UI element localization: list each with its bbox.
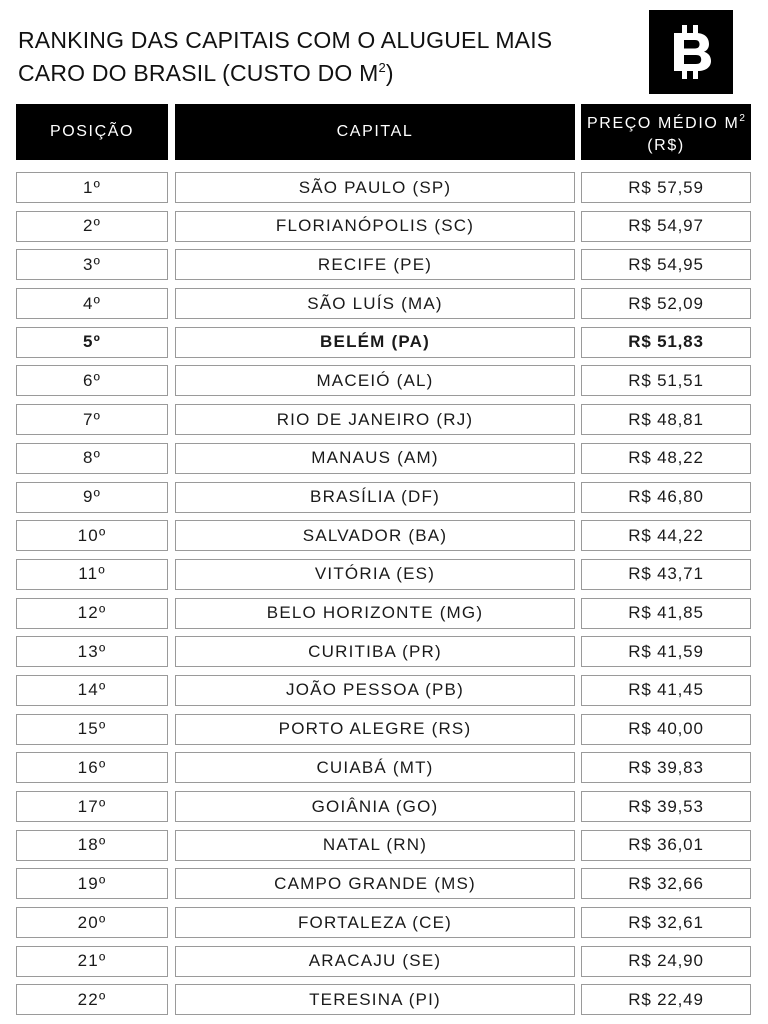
- table-row: [0, 636, 768, 675]
- table-row: [0, 249, 768, 288]
- capital-cell: TERESINA (PI): [175, 984, 575, 1015]
- capital-cell: FORTALEZA (CE): [175, 907, 575, 938]
- table-row: [0, 868, 768, 907]
- header-price-label: PREÇO MÉDIO M: [587, 114, 740, 132]
- table-row: [0, 714, 768, 753]
- bitcoin-b-icon: [664, 23, 718, 81]
- capital-cell: FLORIANÓPOLIS (SC): [175, 211, 575, 242]
- capital-cell: RECIFE (PE): [175, 249, 575, 280]
- price-cell: R$ 39,83: [581, 752, 751, 783]
- table-row: [0, 327, 768, 366]
- price-cell: R$ 46,80: [581, 482, 751, 513]
- capital-cell: JOÃO PESSOA (PB): [175, 675, 575, 706]
- price-cell: R$ 48,22: [581, 443, 751, 474]
- position-cell: 20º: [16, 907, 168, 938]
- position-cell: 8º: [16, 443, 168, 474]
- price-cell: R$ 41,85: [581, 598, 751, 629]
- capital-cell: PORTO ALEGRE (RS): [175, 714, 575, 745]
- title-line-1: RANKING DAS CAPITAIS COM O ALUGUEL MAIS: [18, 27, 553, 53]
- capital-cell: SALVADOR (BA): [175, 520, 575, 551]
- position-cell: 16º: [16, 752, 168, 783]
- position-cell: 9º: [16, 482, 168, 513]
- capital-cell: SÃO PAULO (SP): [175, 172, 575, 203]
- table-row: [0, 791, 768, 830]
- capital-cell: BELO HORIZONTE (MG): [175, 598, 575, 629]
- position-cell: 7º: [16, 404, 168, 435]
- price-cell: R$ 57,59: [581, 172, 751, 203]
- position-cell: 22º: [16, 984, 168, 1015]
- capital-cell: MANAUS (AM): [175, 443, 575, 474]
- title-line-2-text: CARO DO BRASIL (CUSTO DO M: [18, 60, 379, 86]
- table-row: [0, 211, 768, 250]
- table-row: [0, 559, 768, 598]
- price-cell: R$ 44,22: [581, 520, 751, 551]
- position-cell: 12º: [16, 598, 168, 629]
- table-row: [0, 443, 768, 482]
- header-price: [581, 104, 751, 160]
- table-row: [0, 520, 768, 559]
- position-cell: 15º: [16, 714, 168, 745]
- capital-cell: NATAL (RN): [175, 830, 575, 861]
- table-row: [0, 482, 768, 521]
- table-row: [0, 288, 768, 327]
- position-cell: 21º: [16, 946, 168, 977]
- logo: [649, 10, 733, 94]
- capital-cell: MACEIÓ (AL): [175, 365, 575, 396]
- header-capital: CAPITAL: [175, 104, 575, 160]
- price-cell: R$ 24,90: [581, 946, 751, 977]
- price-cell: R$ 51,51: [581, 365, 751, 396]
- price-cell: R$ 52,09: [581, 288, 751, 319]
- capital-cell: ARACAJU (SE): [175, 946, 575, 977]
- table-row: [0, 830, 768, 869]
- capital-cell: VITÓRIA (ES): [175, 559, 575, 590]
- capital-cell: BELÉM (PA): [175, 327, 575, 358]
- position-cell: 5º: [16, 327, 168, 358]
- position-cell: 17º: [16, 791, 168, 822]
- price-cell: R$ 48,81: [581, 404, 751, 435]
- position-cell: 4º: [16, 288, 168, 319]
- title-superscript: 2: [378, 60, 386, 75]
- position-cell: 14º: [16, 675, 168, 706]
- capital-cell: RIO DE JANEIRO (RJ): [175, 404, 575, 435]
- page-title: [18, 26, 618, 87]
- position-cell: 1º: [16, 172, 168, 203]
- price-cell: R$ 41,59: [581, 636, 751, 667]
- price-cell: R$ 51,83: [581, 327, 751, 358]
- title-line-2-end: ): [385, 60, 394, 86]
- header-price-unit: (R$): [647, 136, 685, 154]
- header-position: POSIÇÃO: [16, 104, 168, 160]
- price-cell: R$ 40,00: [581, 714, 751, 745]
- price-cell: R$ 39,53: [581, 791, 751, 822]
- ranking-table: [0, 172, 768, 1023]
- price-cell: R$ 32,66: [581, 868, 751, 899]
- table-row: [0, 365, 768, 404]
- table-row: [0, 907, 768, 946]
- table-row: [0, 752, 768, 791]
- position-cell: 13º: [16, 636, 168, 667]
- price-cell: R$ 43,71: [581, 559, 751, 590]
- position-cell: 19º: [16, 868, 168, 899]
- table-row: [0, 946, 768, 985]
- table-row: [0, 404, 768, 443]
- capital-cell: CAMPO GRANDE (MS): [175, 868, 575, 899]
- capital-cell: SÃO LUÍS (MA): [175, 288, 575, 319]
- price-cell: R$ 32,61: [581, 907, 751, 938]
- price-cell: R$ 36,01: [581, 830, 751, 861]
- capital-cell: GOIÂNIA (GO): [175, 791, 575, 822]
- table-row: [0, 675, 768, 714]
- capital-cell: CUIABÁ (MT): [175, 752, 575, 783]
- position-cell: 11º: [16, 559, 168, 590]
- position-cell: 2º: [16, 211, 168, 242]
- table-row: [0, 172, 768, 211]
- price-cell: R$ 54,97: [581, 211, 751, 242]
- table-row: [0, 598, 768, 637]
- price-cell: R$ 41,45: [581, 675, 751, 706]
- price-cell: R$ 54,95: [581, 249, 751, 280]
- table-row: [0, 984, 768, 1023]
- position-cell: 6º: [16, 365, 168, 396]
- capital-cell: BRASÍLIA (DF): [175, 482, 575, 513]
- position-cell: 3º: [16, 249, 168, 280]
- position-cell: 18º: [16, 830, 168, 861]
- title-line-2: [18, 54, 618, 87]
- capital-cell: CURITIBA (PR): [175, 636, 575, 667]
- position-cell: 10º: [16, 520, 168, 551]
- header-price-superscript: 2: [739, 112, 745, 124]
- price-cell: R$ 22,49: [581, 984, 751, 1015]
